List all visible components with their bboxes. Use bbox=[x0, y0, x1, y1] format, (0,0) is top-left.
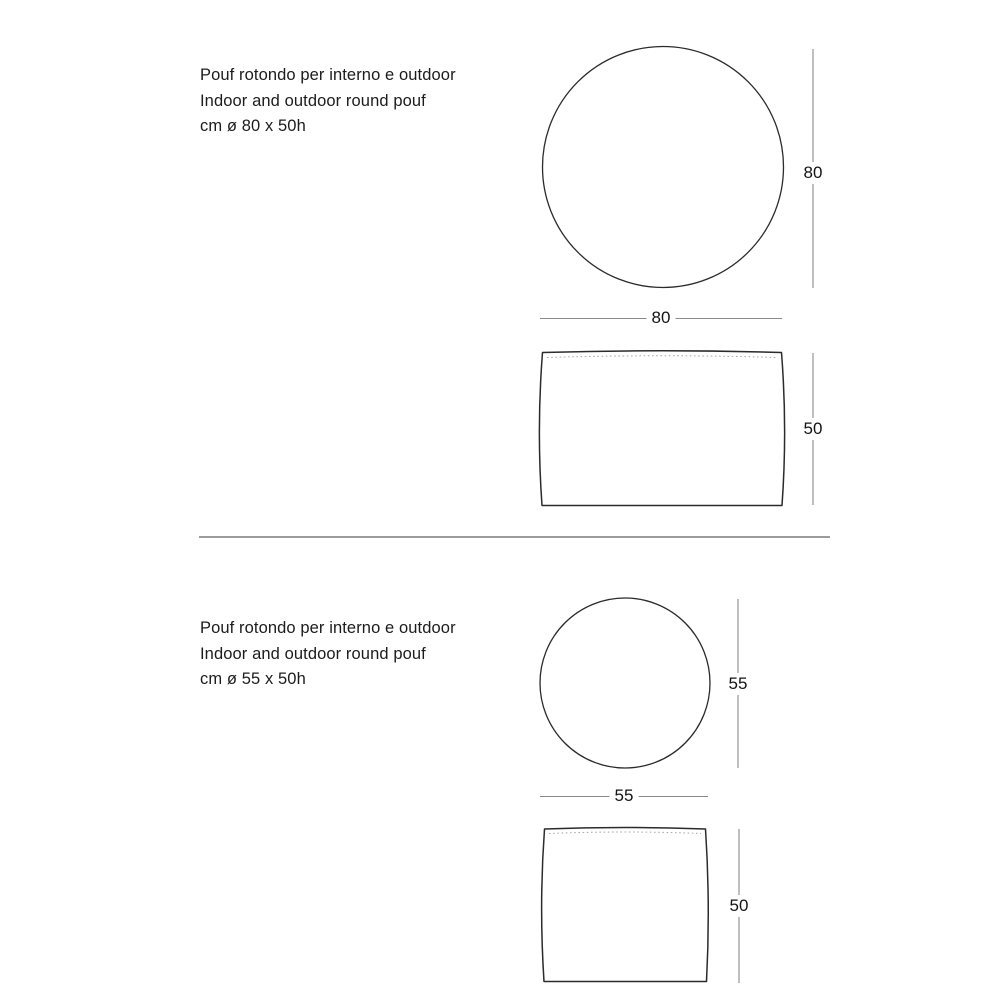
pouf-80-side-view-outline bbox=[539, 351, 784, 506]
pouf-55-description-line-english: Indoor and outdoor round pouf bbox=[200, 644, 426, 663]
pouf-80-description-line-english: Indoor and outdoor round pouf bbox=[200, 91, 426, 110]
pouf-55-stitch-line bbox=[549, 832, 701, 834]
pouf-80-stitch-line bbox=[547, 356, 777, 358]
pouf-55-top-view-circle bbox=[540, 598, 710, 768]
pouf-55-description bbox=[200, 616, 456, 693]
pouf-55-drawing bbox=[540, 598, 739, 983]
pouf-80-description-line-size: cm ø 80 x 50h bbox=[200, 117, 306, 136]
pouf-80-description bbox=[200, 63, 456, 140]
pouf-80-top-view-circle bbox=[543, 47, 784, 288]
section-divider bbox=[199, 536, 830, 538]
pouf-80-description-line-italian: Pouf rotondo per interno e outdoor bbox=[200, 66, 456, 84]
pouf-55-height-dimension-label: 50 bbox=[725, 895, 754, 917]
pouf-55-horizontal-dimension-label: 55 bbox=[610, 785, 639, 807]
pouf-55-side-view-outline bbox=[542, 828, 709, 982]
pouf-80-vertical-dimension-label: 80 bbox=[799, 162, 828, 184]
pouf-80-drawing bbox=[539, 47, 813, 506]
pouf-55-description-line-size: cm ø 55 x 50h bbox=[200, 670, 306, 689]
pouf-80-height-dimension-label: 50 bbox=[799, 418, 828, 440]
pouf-55-vertical-dimension-label: 55 bbox=[724, 673, 753, 695]
pouf-55-description-line-italian: Pouf rotondo per interno e outdoor bbox=[200, 619, 456, 637]
pouf-80-horizontal-dimension-label: 80 bbox=[647, 307, 676, 329]
